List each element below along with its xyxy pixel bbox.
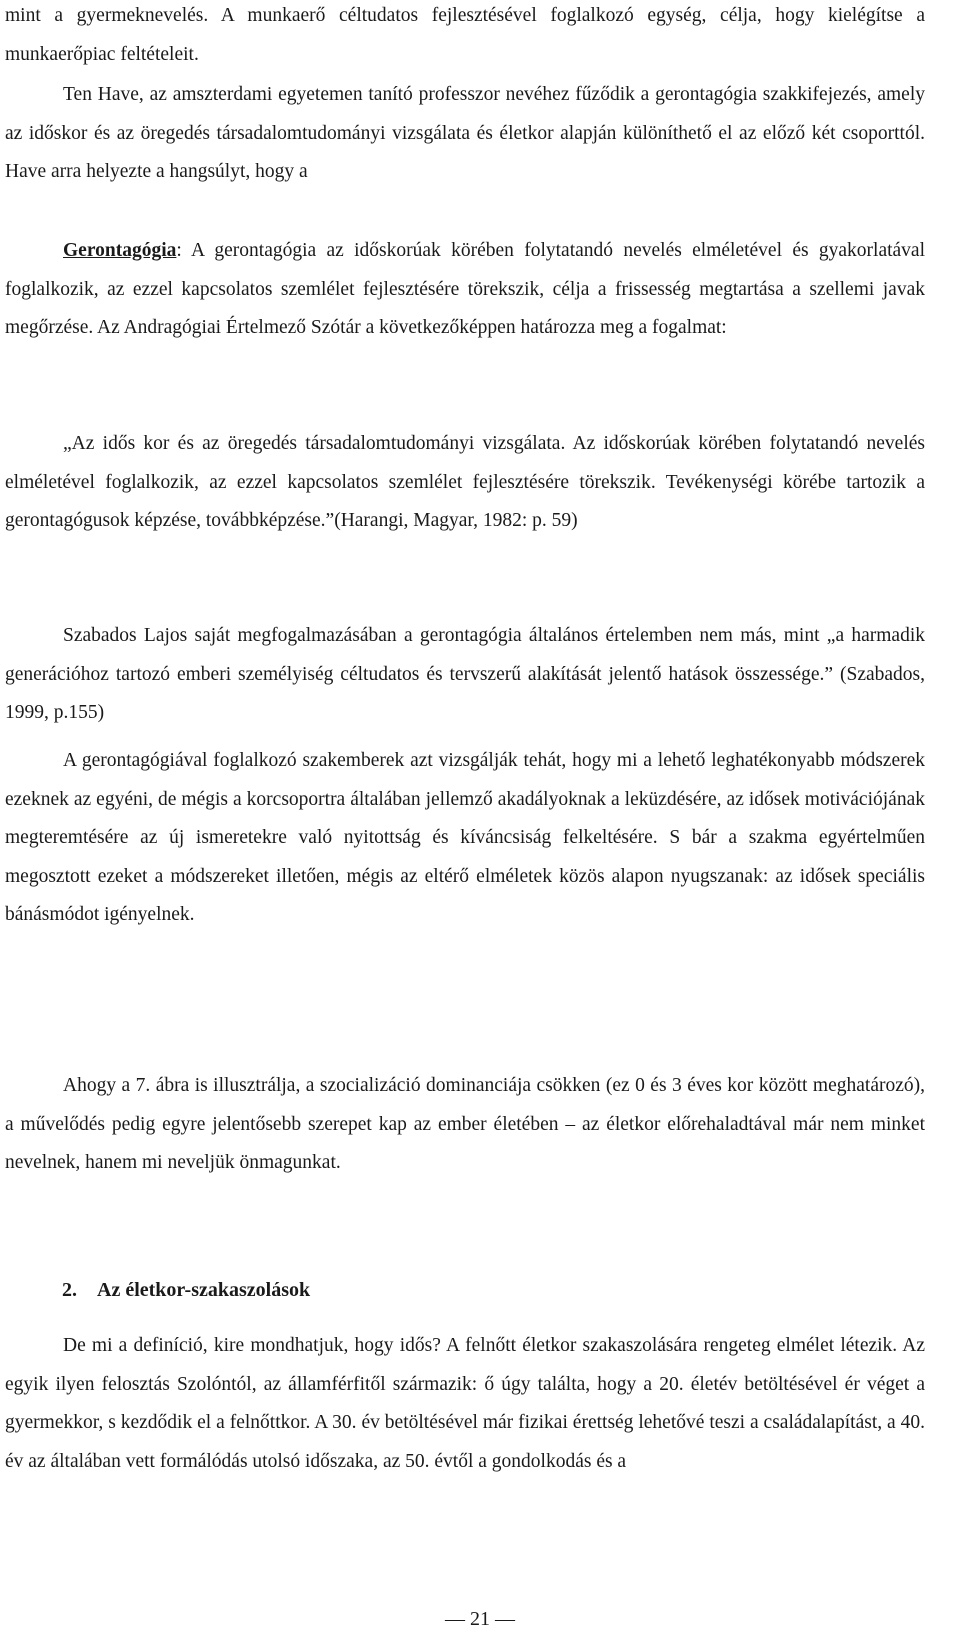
paragraph-gerontagogia-definition — [5, 232, 925, 348]
paragraph-methods: A gerontagógiával foglalkozó szakemberek azt vizsgálják tehát, hogy mi a lehető leghatékonyabb módszerek ezeknek az egyéni, de mégis a korcsoportra általában jellemző akadályoknak a leküzdésére, az idősek motivációjának megteremtésére az új ismeretekre való nyitottság és kíváncsiság felkeltésére. S bár a szakma egyértelműen megosztott ezeket a módszereket illetően, mégis az eltérő elméletek közös alapon nyugszanak: az idősek speciális bánásmódot igényelnek. — [5, 750, 925, 926]
paragraph-szabados: Szabados Lajos saját megfogalmazásában a gerontagógia általános értelemben nem más, mint „a harmadik generációhoz tartozó emberi személyiség céltudatos és tervszerű alakítását jelentő hatások összessége.” (Szabados, 1999, p.155) — [5, 625, 925, 724]
paragraph-ten-have: Ten Have, az amszterdami egyetemen tanító professzor nevéhez fűződik a gerontagógia szakkifejezés, amely az időskor és az öregedés társadalomtudományi vizsgálata és életkor alapján különíthető el az előző két csoporttól. Have arra helyezte a hangsúlyt, hogy a — [5, 84, 925, 183]
paragraph-continuation: mint a gyermeknevelés. A munkaerő céltudatos fejlesztésével foglalkozó egység, célja, hogy kielégítse a munkaerőpiac feltételeit. — [5, 5, 925, 65]
page-number: — 21 — — [445, 1608, 515, 1630]
definition-text: : A gerontagógia az időskorúak körében folytatandó nevelés elméletével és gyakorlatával foglalkozik, az ezzel kapcsolatos szemlélet fejlesztésére törekszik, célja a frissesség megtartása a szellemi javak megőrzése. Az Andragógiai Értelmező Szótár a következőképpen határozza meg a fogalmat: — [5, 240, 925, 339]
paragraph-definition-age: De mi a definíció, kire mondhatjuk, hogy idős? A felnőtt életkor szakaszolására rengeteg elmélet létezik. Az egyik ilyen felosztás Szolóntól, az államférfitől származik: ő úgy találta, hogy a 20. életév betöltésével ér véget a gyermekkor, s kezdődik el a felnőttkor. A 30. év betöltésével már fizikai érettség lehetővé teszi a családalapítást, a 40. év az általában vett formálódás utolsó időszaka, az 50. évtől a gondolkodás és a — [5, 1335, 925, 1472]
paragraph-socialization: Ahogy a 7. ábra is illusztrálja, a szocializáció dominanciája csökken (ez 0 és 3 éves kor között meghatározó), a művelődés pedig egyre jelentősebb szerepet kap az ember életében – az életkor előrehaladtával már nem minket nevelnek, hanem mi neveljük önmagunkat. — [5, 1075, 925, 1174]
section-heading: 2. Az életkor-szakaszolások — [62, 1279, 311, 1301]
term-gerontagogia: Gerontagógia — [63, 240, 177, 261]
paragraph-quote-harangi: „Az idős kor és az öregedés társadalomtudományi vizsgálata. Az időskorúak körében folytatandó nevelés elméletével foglalkozik, az ezzel kapcsolatos szemlélet fejlesztésére törekszik. Tevékenységi körébe tartozik a gerontagógusok képzése, továbbképzése.”(Harangi, Magyar, 1982: p. 59) — [5, 433, 925, 532]
